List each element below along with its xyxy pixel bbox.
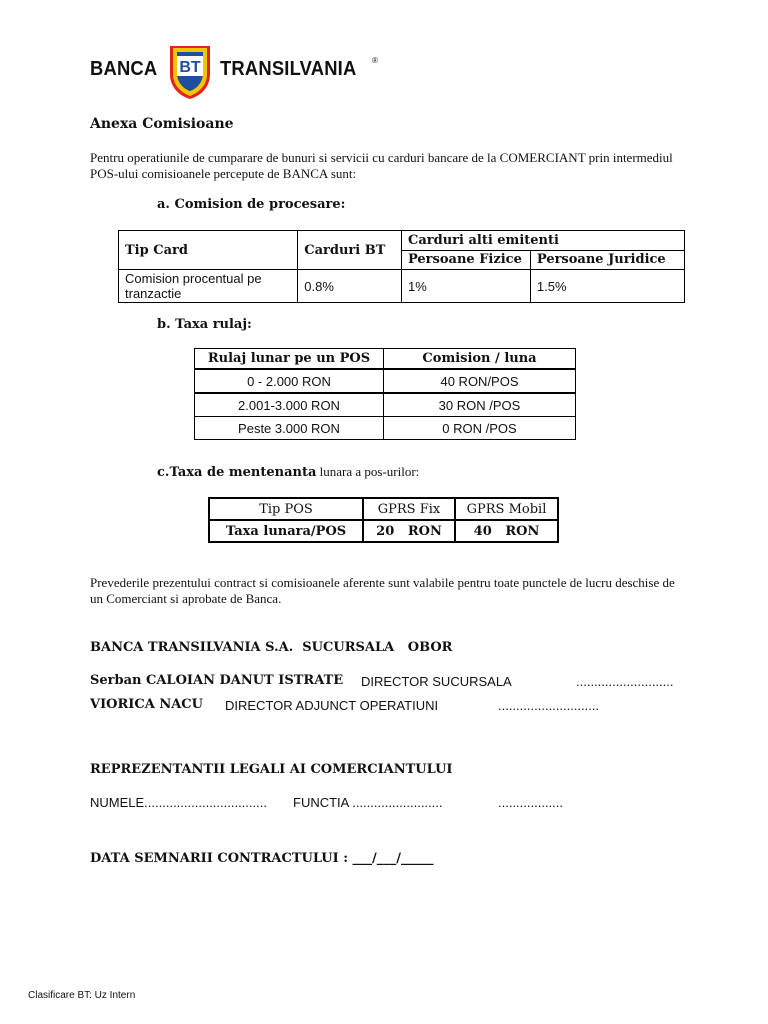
section-c-heading-bold: c.Taxa de mentenanta [157,465,317,480]
classification-footer: Clasificare BT: Uz Intern [28,990,136,1001]
page-title: Anexa Comisioane [90,116,234,132]
cell-bt: 0.8% [298,270,402,303]
bank-branch: BANCA TRANSILVANIA S.A. SUCURSALA OBOR [90,640,453,655]
function-field: FUNCTIA ......................... [293,795,443,810]
processing-fee-table [118,230,685,303]
logo-word-transilvania: TRANSILVANIA [220,58,357,80]
col-tip-card: Tip Card [119,231,298,270]
turnover-fee-table [194,348,576,440]
cell-rulaj: 0 - 2.000 RON [195,369,384,393]
col-gprs-mobil: GPRS Mobil [455,498,558,520]
cell-gprs-fix: 20 RON [363,520,455,542]
signer2-signature-line: ............................ [498,698,600,713]
col-carduri-bt: Carduri BT [298,231,402,270]
col-persoane-fizice: Persoane Fizice [401,250,530,270]
row-taxa-lunara: Taxa lunara/POS [209,520,363,542]
cell-gprs-mobil: 40 RON [455,520,558,542]
bt-shield-icon [166,44,214,100]
table-row [195,393,576,417]
signature-field: .................. [498,795,564,810]
registered-mark: ® [372,56,378,65]
intro-paragraph: Pentru operatiunile de cumparare de bunuri si servicii cu carduri bancare de la COMERCIANT prin intermediul POS-ului comisioanele percepute de BANCA sunt: [90,150,673,181]
section-c-heading [157,464,419,480]
cell-comision: 30 RON /POS [384,393,576,417]
signer1-role: DIRECTOR SUCURSALA [361,674,512,689]
col-tip-pos: Tip POS [209,498,363,520]
cell-rulaj: Peste 3.000 RON [195,417,384,440]
cell-rulaj: 2.001-3.000 RON [195,393,384,417]
cell-comision: 0 RON /POS [384,417,576,440]
table-row [209,520,558,542]
name-field: NUMELE.................................. [90,795,267,810]
cell-juridice: 1.5% [530,270,684,303]
signer2-name: VIORICA NACU [90,697,203,712]
maintenance-fee-table [208,497,559,543]
logo-word-banca: BANCA [90,58,158,80]
table-row [195,369,576,393]
table-row [119,270,685,303]
section-b-heading: b. Taxa rulaj: [157,317,252,332]
row-label: Comision procentual pe tranzactie [119,270,298,303]
cell-fizice: 1% [401,270,530,303]
col-alti-emitenti: Carduri alti emitenti [401,231,684,251]
provisions-paragraph: Prevederile prezentului contract si comisioanele aferente sunt valabile pentru toate punctele de lucru deschise de un Comerciant si aprobate de Banca. [90,575,675,606]
col-comision: Comision / luna [384,349,576,370]
col-persoane-juridice: Persoane Juridice [530,250,684,270]
table-row [195,417,576,440]
section-a-heading: a. Comision de procesare: [157,197,346,212]
signer1-signature-line: ........................... [576,674,674,689]
col-gprs-fix: GPRS Fix [363,498,455,520]
bank-logo [90,44,390,100]
signer1-name: Serban CALOIAN DANUT ISTRATE [90,673,344,688]
col-rulaj: Rulaj lunar pe un POS [195,349,384,370]
legal-representatives-heading: REPREZENTANTII LEGALI AI COMERCIANTULUI [90,762,453,777]
logo-badge-text: BT [179,59,201,76]
signer2-role: DIRECTOR ADJUNCT OPERATIUNI [225,698,439,713]
signing-date: DATA SEMNARII CONTRACTULUI : ___/___/_____ [90,851,434,866]
cell-comision: 40 RON/POS [384,369,576,393]
section-c-heading-rest: lunara a pos-urilor: [316,464,420,479]
